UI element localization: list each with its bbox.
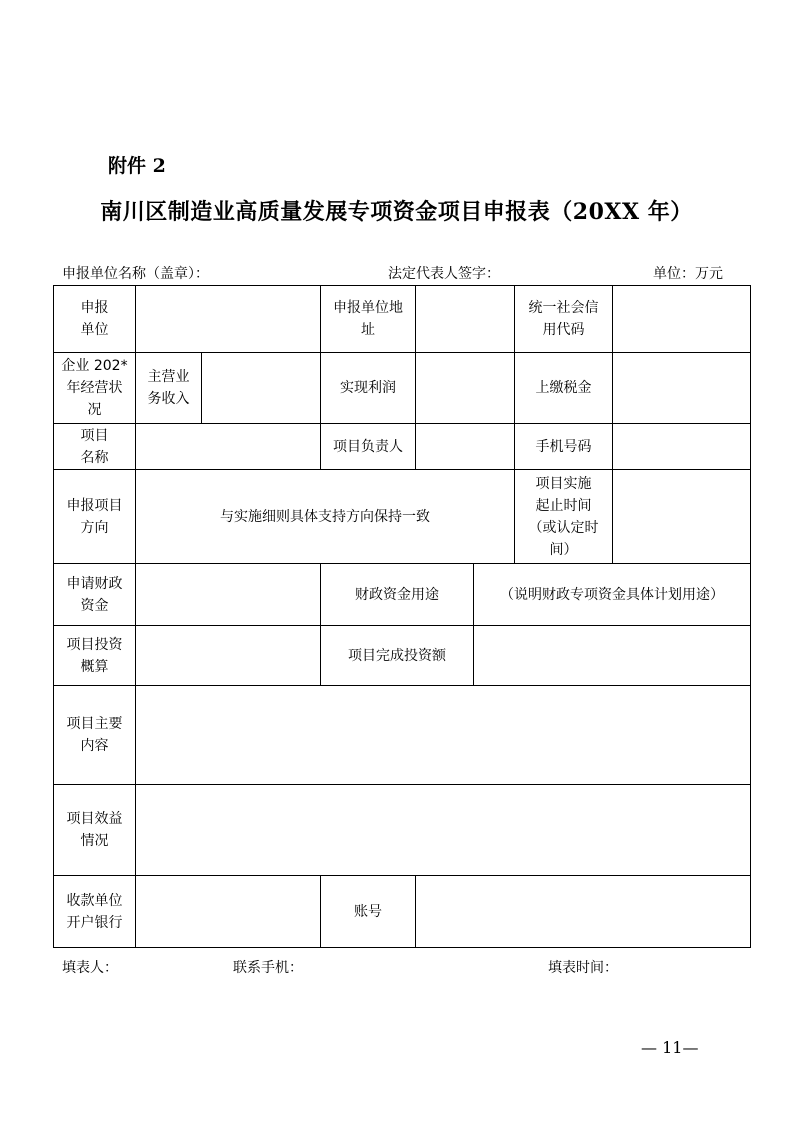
unit-label: 单位：万元 (653, 266, 723, 282)
fund-use-value: （说明财政专项资金具体计划用途） (474, 564, 751, 626)
project-direction-label: 申报项目 方向 (54, 470, 136, 564)
project-leader-field[interactable] (416, 424, 515, 470)
project-name-label: 项目 名称 (54, 424, 136, 470)
project-name-field[interactable] (136, 424, 321, 470)
applicant-unit-field[interactable] (136, 286, 321, 353)
legal-rep-sign-label: 法定代表人签字： (388, 266, 500, 282)
account-field[interactable] (416, 876, 751, 948)
contact-mobile-label: 联系手机： (233, 960, 303, 976)
operation-status-label: 企业 202* 年经营状 况 (54, 353, 136, 424)
impl-period-label: 项目实施 起止时间 （或认定时 间） (515, 470, 613, 564)
investment-estimate-field[interactable] (136, 626, 321, 686)
tax-paid-label: 上缴税金 (515, 353, 613, 424)
applicant-address-field[interactable] (416, 286, 515, 353)
form-title: 南川区制造业高质量发展专项资金项目申报表（20XX 年） (100, 199, 693, 225)
investment-estimate-label: 项目投资 概算 (54, 626, 136, 686)
main-revenue-field[interactable] (202, 353, 321, 424)
benefit-label: 项目效益 情况 (54, 785, 136, 876)
filler-label: 填表人： (62, 960, 118, 976)
profit-field[interactable] (416, 353, 515, 424)
main-content-label: 项目主要 内容 (54, 686, 136, 785)
apply-fund-field[interactable] (136, 564, 321, 626)
applicant-unit-label: 申报 单位 (54, 286, 136, 353)
applicant-address-label: 申报单位地 址 (321, 286, 416, 353)
profit-label: 实现利润 (321, 353, 416, 424)
page-number: — 11— (641, 1038, 699, 1057)
completed-investment-field[interactable] (474, 626, 751, 686)
project-direction-value: 与实施细则具体支持方向保持一致 (136, 470, 515, 564)
apply-fund-label: 申请财政 资金 (54, 564, 136, 626)
main-revenue-label: 主营业 务收入 (136, 353, 202, 424)
credit-code-label: 统一社会信 用代码 (515, 286, 613, 353)
application-form-table (53, 285, 751, 948)
completed-investment-label: 项目完成投资额 (321, 626, 474, 686)
account-label: 账号 (321, 876, 416, 948)
tax-paid-field[interactable] (613, 353, 751, 424)
benefit-field[interactable] (136, 785, 751, 876)
payee-bank-label: 收款单位 开户银行 (54, 876, 136, 948)
main-content-field[interactable] (136, 686, 751, 785)
attachment-label: 附件 2 (108, 155, 166, 177)
project-leader-label: 项目负责人 (321, 424, 416, 470)
fund-use-label: 财政资金用途 (321, 564, 474, 626)
impl-period-field[interactable] (613, 470, 751, 564)
applicant-stamp-label: 申报单位名称（盖章）： (62, 266, 209, 282)
payee-bank-field[interactable] (136, 876, 321, 948)
mobile-label: 手机号码 (515, 424, 613, 470)
credit-code-field[interactable] (613, 286, 751, 353)
fill-time-label: 填表时间： (548, 960, 618, 976)
mobile-field[interactable] (613, 424, 751, 470)
